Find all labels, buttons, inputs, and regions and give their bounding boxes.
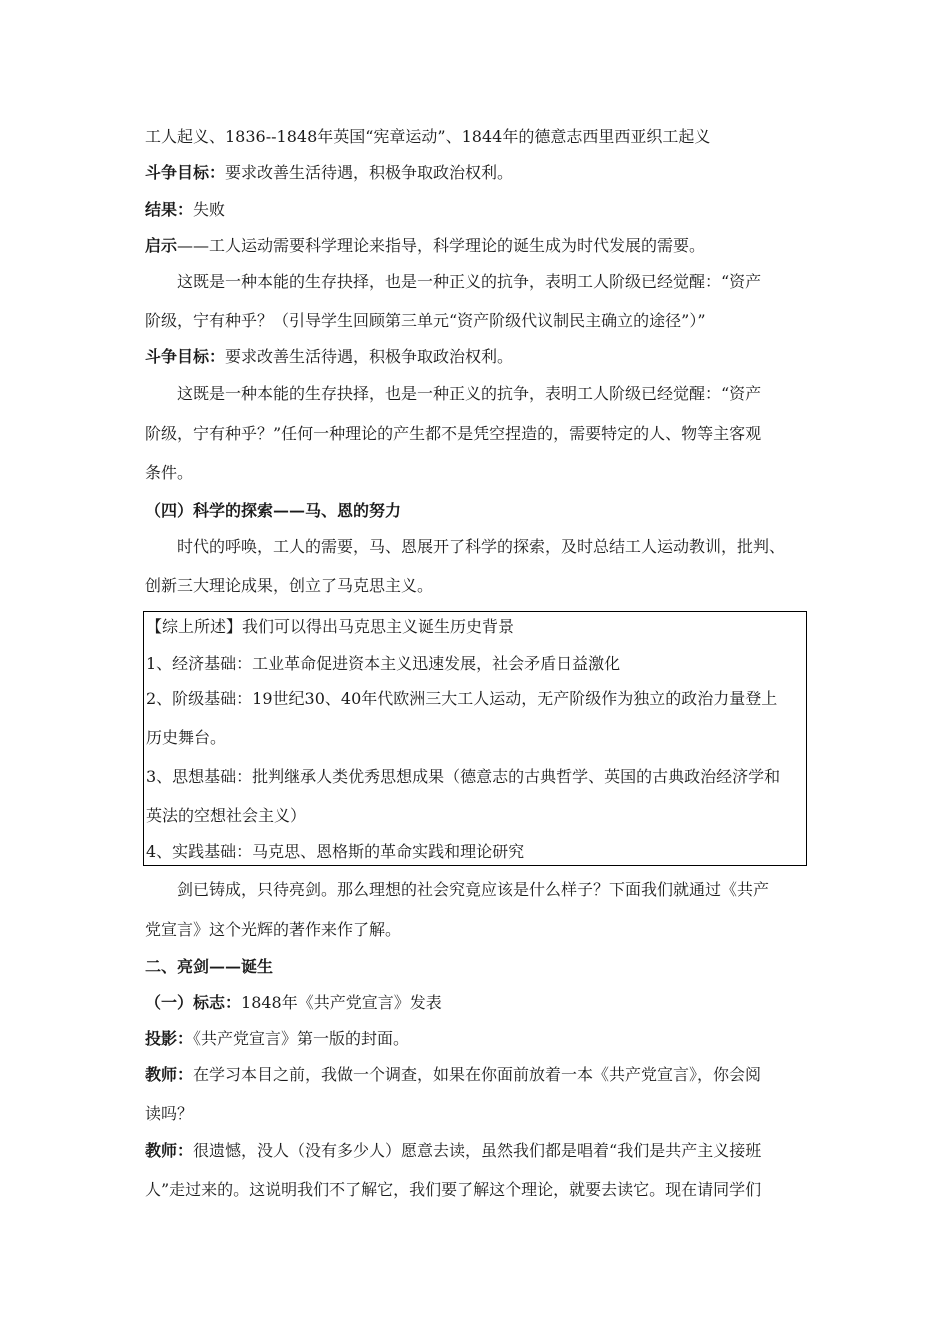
projection-text: 《共产党宣言》第一版的封面。: [193, 1029, 410, 1048]
summary-item: 1、经济基础：工业革命促进资本主义迅速发展，社会矛盾日益激化: [146, 654, 621, 673]
paragraph-line: 党宣言》这个光辉的著作来作了解。: [145, 920, 402, 939]
paragraph-line: 时代的呼唤，工人的需要，马、恩展开了科学的探索，及时总结工人运动教训，批判、: [177, 537, 786, 556]
result-label: 结果：: [145, 200, 194, 219]
insight-line: [145, 236, 815, 256]
struggle-goal-label: 斗争目标：: [145, 347, 226, 366]
paragraph-line: 创新三大理论成果，创立了马克思主义。: [145, 576, 434, 595]
teacher-text: 在学习本目之前，我做一个调查，如果在你面前放着一本《共产党宣言》，你会阅: [193, 1065, 762, 1084]
paragraph-line: 这既是一种本能的生存抉择，也是一种正义的抗争，表明工人阶级已经觉醒：“资产: [177, 272, 762, 291]
section-heading: （四）科学的探索——马、恩的努力: [145, 501, 402, 520]
paragraph-line: 阶级，宁有种乎？”任何一种理论的产生都不是凭空捏造的，需要特定的人、物等主客观: [145, 424, 762, 443]
summary-item: 历史舞台。: [146, 728, 227, 747]
insight-label: 启示: [145, 236, 178, 255]
summary-title: 【综上所述】我们可以得出马克思主义诞生历史背景: [146, 617, 515, 636]
section-heading: 二、亮剑——诞生: [145, 957, 274, 976]
struggle-goal-line: [145, 163, 815, 183]
summary-box: [143, 611, 807, 866]
teacher-line: [145, 1141, 815, 1161]
paragraph-line: 工人起义、1836--1848年英国“宪章运动”、1844年的德意志西里西亚织工起义: [145, 127, 711, 146]
struggle-goal-label: 斗争目标：: [145, 163, 226, 182]
insight-text: ——工人运动需要科学理论来指导，科学理论的诞生成为时代发展的需要。: [177, 236, 706, 255]
summary-item: 英法的空想社会主义）: [146, 806, 307, 825]
paragraph-line: 阶级，宁有种乎？（引导学生回顾第三单元“资产阶级代议制民主确立的途径”）”: [145, 311, 706, 330]
struggle-goal-text: 要求改善生活待遇，积极争取政治权利。: [225, 347, 514, 366]
paragraph-line: 剑已铸成，只待亮剑。那么理想的社会究竟应该是什么样子？下面我们就通过《共产: [177, 880, 770, 899]
summary-item: 3、思想基础：批判继承人类优秀思想成果（德意志的古典哲学、英国的古典政治经济学和: [146, 767, 781, 786]
projection-label: 投影：: [145, 1029, 194, 1048]
struggle-goal-text: 要求改善生活待遇，积极争取政治权利。: [225, 163, 514, 182]
projection-line: [145, 1029, 815, 1049]
paragraph-line: 条件。: [145, 463, 194, 482]
summary-item: 2、阶级基础：19世纪30、40年代欧洲三大工人运动，无产阶级作为独立的政治力量登上: [146, 689, 778, 708]
marker-text: 1848年《共产党宣言》发表: [241, 993, 442, 1012]
summary-item: 4、实践基础：马克思、恩格斯的革命实践和理论研究: [146, 842, 525, 861]
paragraph-line: 人”走过来的。这说明我们不了解它，我们要了解这个理论，就要去读它。现在请同学们: [145, 1180, 762, 1199]
result-line: [145, 200, 815, 220]
struggle-goal-line: [145, 347, 815, 367]
teacher-label: 教师：: [145, 1141, 194, 1160]
marker-line: [145, 993, 815, 1013]
paragraph-line: 读吗？: [145, 1104, 194, 1123]
paragraph-line: 这既是一种本能的生存抉择，也是一种正义的抗争，表明工人阶级已经觉醒：“资产: [177, 384, 762, 403]
marker-label: （一）标志：: [145, 993, 242, 1012]
teacher-line: [145, 1065, 815, 1085]
result-text: 失败: [193, 200, 226, 219]
teacher-text: 很遗憾，没人（没有多少人）愿意去读，虽然我们都是唱着“我们是共产主义接班: [193, 1141, 762, 1160]
teacher-label: 教师：: [145, 1065, 194, 1084]
